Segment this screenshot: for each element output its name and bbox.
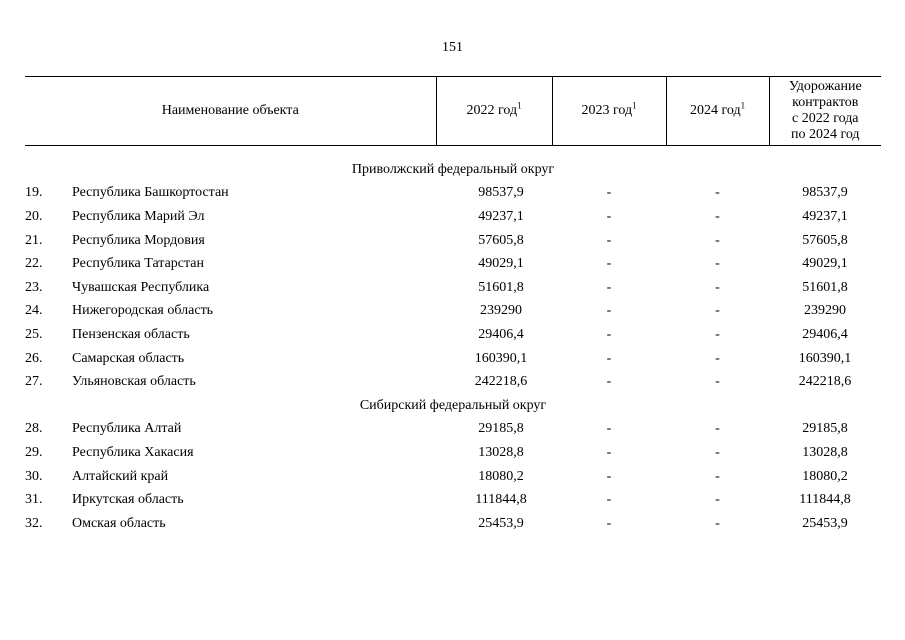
footnote-marker: 1 [517, 100, 522, 111]
object-name: Республика Татарстан [72, 256, 205, 272]
value-cost-growth: 98537,9 [802, 185, 848, 201]
header-2024: 2024 год$^1$ [666, 77, 769, 146]
value-cost-growth: 18080,2 [802, 468, 848, 484]
value-cost-growth: 29406,4 [802, 326, 848, 342]
footnote-marker: 1 [740, 100, 746, 111]
value-2024: - [715, 515, 720, 531]
value-2023: - [606, 492, 612, 508]
value-cost-growth: 160390,1 [798, 350, 852, 366]
row-number: 31. [25, 492, 43, 508]
object-name: Омская область [72, 515, 166, 531]
value-2024: - [715, 208, 720, 224]
object-name: Самарская область [72, 350, 185, 366]
table-row [25, 441, 881, 465]
section-title: Сибирский федеральный округ [359, 397, 547, 413]
value-2023: - [606, 444, 612, 460]
table-row [25, 418, 881, 442]
object-name: Алтайский край [72, 468, 169, 484]
value-2022: 25453,9 [478, 515, 524, 531]
row-number: 27. [25, 374, 43, 390]
table-row [25, 512, 881, 536]
table-row [25, 488, 881, 512]
table-row [25, 323, 881, 347]
value-2022: 49029,1 [478, 256, 524, 272]
value-2024: - [715, 326, 720, 342]
value-cost-growth: 239290 [804, 303, 847, 319]
row-number: 23. [25, 279, 43, 295]
value-2024: - [715, 256, 720, 272]
value-2023: - [606, 374, 612, 390]
table-row [25, 205, 881, 229]
value-cost-growth: 13028,8 [802, 444, 848, 460]
table-row [25, 276, 881, 300]
value-2024: - [715, 492, 720, 508]
value-2023: - [606, 256, 612, 272]
value-2022: 29406,4 [478, 326, 524, 342]
row-number: 21. [25, 232, 43, 248]
row-number: 22. [25, 256, 43, 272]
section-row [25, 158, 881, 182]
table-row [25, 300, 881, 324]
value-2022: 242218,6 [474, 374, 528, 390]
row-number: 32. [25, 515, 43, 531]
value-2022: 57605,8 [478, 232, 524, 248]
row-number: 28. [25, 421, 43, 437]
value-2023: - [606, 350, 612, 366]
section-title: Приволжский федеральный округ [351, 161, 555, 177]
table-body [25, 146, 881, 536]
value-cost-growth: 29185,8 [802, 421, 848, 437]
value-2023: - [606, 326, 612, 342]
value-2023: - [606, 468, 612, 484]
object-name: Чувашская Республика [72, 279, 210, 295]
value-cost-growth: 25453,9 [802, 515, 848, 531]
table-row [25, 347, 881, 371]
row-number: 26. [25, 350, 43, 366]
value-2024: - [715, 374, 720, 390]
cost-table [25, 76, 881, 536]
row-number: 19. [25, 185, 43, 201]
value-2022: 98537,9 [478, 185, 524, 201]
value-2024: - [715, 185, 720, 201]
value-2024: - [715, 279, 720, 295]
table-row [25, 229, 881, 253]
value-2022: 18080,2 [478, 468, 524, 484]
object-name: Республика Мордовия [72, 232, 205, 248]
value-2024: - [715, 303, 720, 319]
value-cost-growth: 111844,8 [799, 492, 851, 508]
value-2022: 51601,8 [478, 279, 524, 295]
value-2023: - [606, 185, 612, 201]
row-number: 30. [25, 468, 43, 484]
object-name: Нижегородская область [72, 303, 214, 319]
header-cost-growth: Удорожание контрактов с 2022 года по 2024 год [769, 77, 881, 146]
section-row [25, 394, 881, 418]
table-row [25, 465, 881, 489]
table-row [25, 370, 881, 394]
page-number: 151 [442, 40, 463, 55]
value-2022: 49237,1 [478, 208, 524, 224]
value-2024: - [715, 444, 720, 460]
value-cost-growth: 49029,1 [802, 256, 848, 272]
value-2023: - [606, 515, 612, 531]
value-2022: 13028,8 [478, 444, 524, 460]
value-2023: - [606, 208, 612, 224]
value-2023: - [606, 232, 612, 248]
value-cost-growth: 49237,1 [802, 208, 848, 224]
table-row [25, 182, 881, 206]
row-number: 29. [25, 444, 43, 460]
object-name: Республика Марий Эл [72, 208, 205, 224]
table-header-row [25, 77, 881, 146]
footnote-marker: 1 [632, 100, 637, 111]
object-name: Иркутская область [72, 492, 184, 508]
table-row [25, 252, 881, 276]
object-name: Ульяновская область [72, 374, 196, 390]
header-2023: 2023 год$^1$ [552, 77, 666, 146]
row-number: 24. [25, 303, 43, 319]
row-number: 20. [25, 208, 43, 224]
value-cost-growth: 51601,8 [802, 279, 848, 295]
object-name: Республика Алтай [72, 421, 182, 437]
value-2023: - [606, 421, 612, 437]
value-2023: - [606, 303, 612, 319]
value-2022: 29185,8 [478, 421, 524, 437]
value-cost-growth: 242218,6 [798, 374, 852, 390]
value-2024: - [715, 421, 720, 437]
value-2024: - [715, 350, 720, 366]
value-2022: 160390,1 [474, 350, 528, 366]
value-2023: - [606, 279, 612, 295]
header-object-name: Наименование объекта [25, 77, 436, 146]
object-name: Пензенская область [72, 326, 190, 342]
value-2024: - [715, 468, 720, 484]
value-2022: 111844,8 [475, 492, 527, 508]
value-2022: 239290 [480, 303, 523, 319]
header-2022: 2022 год$^1$ [436, 77, 552, 146]
value-2024: - [715, 232, 720, 248]
object-name: Республика Хакасия [72, 444, 194, 460]
row-number: 25. [25, 326, 43, 342]
object-name: Республика Башкортостан [72, 185, 229, 201]
value-cost-growth: 57605,8 [802, 232, 848, 248]
